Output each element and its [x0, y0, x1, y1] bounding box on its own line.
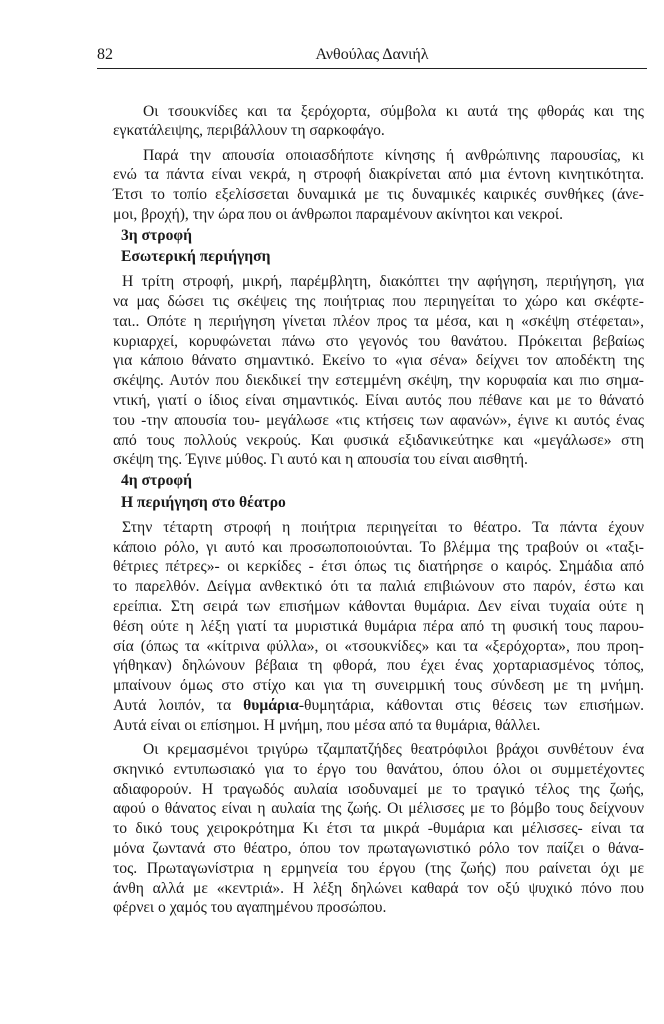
text-line: άνθη αλλά με «κεντριά». Η λέξη δηλώνει καθαρά τον οξύ ψυχικό πόνο που — [113, 879, 644, 897]
text-line: γήθηκαν) δηλώνουν βέβαια τη φθορά, που έχει ένας χορταριασμένος τόπος, — [113, 657, 644, 675]
text-segment: Αυτά λοιπόν, τα — [113, 696, 244, 714]
text-line: ντική, γιατί ο ίδιος είναι σημαντικός. Είναι αυτός που πέθανε και με το θάνατό — [113, 392, 644, 410]
text-line: από τους πολλούς νεκρούς. Και φυσικά εξιδανικεύτηκε και «μεγάλωσε» στη — [113, 431, 644, 449]
text-line: θέτριες πέτρες»- οι κερκίδες - έτσι όπως τις διατήρησε ο καιρός. Σημάδια από — [113, 558, 644, 576]
text-line: κάποιο ρόλο, γι αυτό και προσωποποιούνται. Το βλέμμα της τραβούν οι «ταξι- — [113, 538, 644, 556]
text-line: για κάποιο θάνατο σημαντικό. Εκείνο το «για σένα» δείχνει τον αποδέκτη της — [113, 352, 644, 370]
page-body — [113, 97, 644, 918]
text-line: εγκατάλειψης, περιβάλλουν τη σαρκοφάγο. — [113, 122, 385, 140]
text-line: φέρνει ο χαμός του αγαπημένου προσώπου. — [113, 899, 387, 917]
text-line: ται.. Οπότε η περιήγηση γίνεται πλέον προς τα μέσα, και η «σκέψη στέφεται», — [113, 312, 644, 330]
text-line: κυριαρχεί, κορυφώνεται πάνω στο γεγονός του θανάτου. Πρόκειται βεβαίως — [113, 332, 644, 350]
section-heading: Εσωτερική περιήγηση — [121, 248, 271, 266]
page-number: 82 — [97, 46, 113, 63]
text-line: Παρά την απουσία οποιασδήποτε κίνησης ή ανθρώπινης παρουσίας, κι — [143, 146, 644, 164]
text-line: σία (όπως τα «κίτρινα φύλλα», οι «τσουκνίδες» και τα «ξερόχορτα», που προη- — [113, 637, 644, 655]
text-line: το παρελθόν. Δείγμα ανθεκτικό ότι τα παλιά επιβιώνουν στο παρόν, έστω και — [113, 578, 644, 596]
text-line: του -την απουσία του- μεγάλωσε «τις κτήσεις των αφανών», έγινε κι αυτός ένας — [113, 411, 644, 429]
text-line: Έτσι το τοπίο εξελίσσεται δυναμικά με τις δυναμικές καιρικές συνθήκες (άνε- — [113, 186, 644, 204]
text-line: το δικό τους χειροκρότημα Κι έτσι τα μικρά -θυμάρια και μέλισσες- είναι τα — [113, 820, 644, 838]
paragraph — [113, 146, 644, 225]
running-head-author: Ανθούλας Δανιήλ — [315, 46, 429, 63]
text-line: Η τρίτη στροφή, μικρή, παρέμβλητη, διακόπτει την αφήγηση, περιήγηση, για — [122, 273, 644, 291]
text-line: αδιαφορούν. Η τραγωδός αυλαία ισοδυναμεί με το τραγικό τέλος της ζωής, — [113, 780, 644, 798]
bold-term: θυμάρια — [243, 696, 299, 714]
section-heading: 4η στροφή — [121, 472, 192, 490]
section-heading: 3η στροφή — [121, 226, 192, 244]
text-segment: -θυμητάρια, κάθονται στις θέσεις των επισήμων. — [298, 696, 644, 714]
text-line: να μας δώσει τις σκέψεις της ποιήτριας που περιηγείται το χώρο και σκέφτε- — [113, 293, 644, 311]
text-line: Οι κρεμασμένοι τριγύρω τζαμπατζήδες θεατρόφιλοι βράχοι συνθέτουν ένα — [143, 741, 644, 759]
section-heading: Η περιήγηση στο θέατρο — [121, 493, 286, 511]
text-line — [113, 696, 644, 716]
running-header — [97, 44, 647, 69]
text-line: σκέψης. Αυτόν που διεκδικεί την εστεμμένη σκέψη, την κορυφαία και πιο σημα- — [113, 372, 644, 390]
paragraph — [113, 272, 644, 470]
text-line: ενώ τα πάντα είναι νεκρά, η στροφή διακρίνεται από μια έντονη κινητικότητα. — [113, 166, 644, 184]
text-line: Αυτά είναι οι επίσημοι. Η μνήμη, που μέσα από τα θυμάρια, θάλλει. — [113, 716, 541, 734]
text-line: σκέψη της. Έγινε μύθος. Γι αυτό και η απουσία του είναι αισθητή. — [113, 451, 528, 469]
text-line: Οι τσουκνίδες και τα ξερόχορτα, σύμβολα κι αυτά της φθοράς και της — [143, 102, 644, 120]
text-line: ερείπια. Στη σειρά των επισήμων κάθονται θυμάρια. Δεν είναι τυχαία ούτε η — [113, 597, 644, 615]
paragraph — [113, 740, 644, 918]
text-line: σκηνικό εντυπωσιακό για το έργο του θανάτου, όπου όλοι οι συμμετέχοντες — [113, 760, 644, 778]
text-line: Στην τέταρτη στροφή η ποιήτρια περιηγείται το θέατρο. Τα πάντα έχουν — [122, 518, 644, 536]
paragraph — [113, 518, 644, 736]
text-line: θέση ούτε η λέξη γιατί τα μυριστικά θυμάρια πέρα από τη φυσική τους παρου- — [113, 617, 644, 635]
text-line: μόνα ζωντανά στο θέατρο, όπου τον πρωταγωνιστικό ρόλο τον παίζει ο θάνα- — [113, 840, 644, 857]
text-line: αφού ο θάνατος είναι η αυλαία της ζωής. Οι μέλισσες με το βόμβο τους δείχνουν — [113, 800, 644, 818]
paragraph — [113, 102, 644, 142]
text-line: μοι, βροχή), την ώρα που οι άνθρωποι παραμένουν ακίνητοι και νεκροί. — [113, 205, 564, 223]
text-line: τος. Πρωταγωνίστρια η ερμηνεία του έργου (της ζωής) που ραίνεται όχι με — [113, 859, 644, 877]
text-line: μπαίνουν όμως στο στίχο και για τη συνειρμική τους σύνδεση με τη μνήμη. — [113, 677, 644, 695]
